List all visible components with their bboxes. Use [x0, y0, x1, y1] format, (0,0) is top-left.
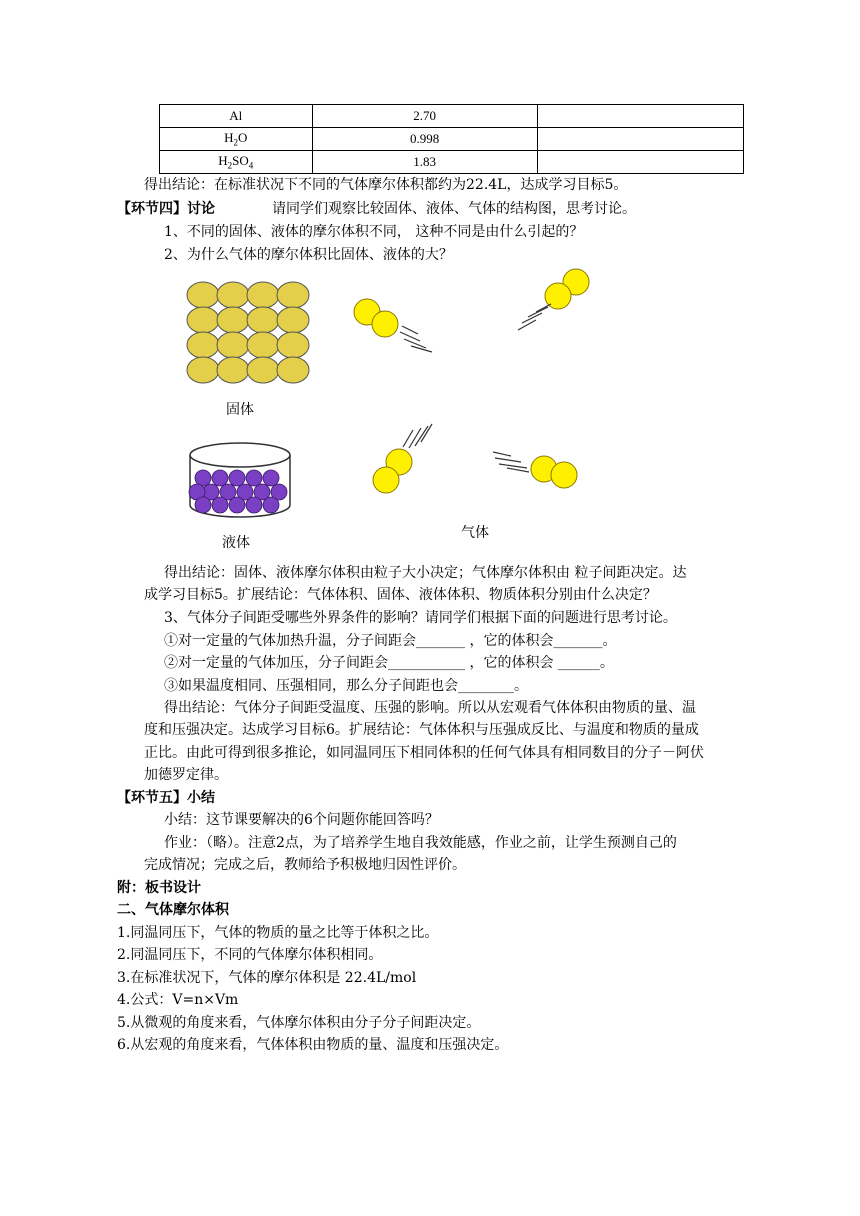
- liquid-particle: [229, 497, 245, 513]
- solid-particle: [187, 307, 219, 333]
- gas-molecule-1: [354, 299, 432, 352]
- solid-particle: [217, 332, 249, 358]
- gas-molecule-4: [493, 452, 577, 488]
- solid-particle: [247, 282, 279, 308]
- liquid-particle: [195, 470, 211, 486]
- solid-particle: [187, 332, 219, 358]
- liquid-particle: [195, 497, 211, 513]
- solid-particle: [187, 282, 219, 308]
- structure-figure: [0, 0, 860, 560]
- table-cell-density: 1.83: [312, 151, 537, 174]
- solid-particle: [277, 307, 309, 333]
- liquid-particle: [212, 497, 228, 513]
- gas-molecule-2: [518, 269, 589, 330]
- gas-molecule-3: [373, 424, 432, 493]
- gas-particle: [373, 467, 399, 493]
- solid-particle: [247, 357, 279, 383]
- liquid-particles: [189, 470, 287, 513]
- solid-particle: [187, 357, 219, 383]
- conclusion-text: 正比。由此可得到很多推论，如同温同压下相同体积的任何气体具有相同数目的分子－阿伏: [144, 745, 704, 761]
- gas-particle: [551, 462, 577, 488]
- liquid-particle: [263, 497, 279, 513]
- homework-text: 完成情况；完成之后，教师给予积极地归因性评价。: [144, 857, 466, 873]
- section4-intro: 请同学们观察比较固体、液体、气体的结构图，思考讨论。: [272, 201, 636, 217]
- question-3-3: ③如果温度相同、压强相同，那么分子间距也会________。: [164, 678, 528, 694]
- question-3-1: ①对一定量的气体加热升温，分子间距会_______ ，它的体积会_______。: [164, 633, 617, 649]
- board-item: 2.同温同压下，不同的气体摩尔体积相同。: [117, 947, 383, 963]
- liquid-particle: [246, 470, 262, 486]
- liquid-particle: [263, 470, 279, 486]
- solid-label: 固体: [226, 402, 254, 418]
- gas-label: 气体: [461, 525, 489, 541]
- motion-lines: [518, 304, 551, 330]
- section4-heading: 【环节四】讨论: [117, 201, 215, 217]
- section5-heading: 【环节五】小结: [117, 790, 215, 806]
- appendix-heading: 附：板书设计: [117, 880, 201, 896]
- liquid-particle: [246, 497, 262, 513]
- board-item: 3.在标准状况下，气体的摩尔体积是 22.4L/mol: [117, 970, 417, 986]
- conclusion-text: 成学习目标5。扩展结论：气体体积、固体、液体体积、物质体积分别由什么决定？: [144, 587, 657, 603]
- conclusion-text: 得出结论：在标准状况下不同的气体摩尔体积都约为22.4L，达成学习目标5。: [144, 177, 628, 193]
- table-cell-density: 2.70: [312, 105, 537, 128]
- question-3: 3、气体分子间距受哪些外界条件的影响？请同学们根据下面的问题进行思考讨论。: [164, 610, 677, 626]
- conclusion-text: 加德罗定律。: [144, 767, 228, 783]
- solid-particle: [217, 307, 249, 333]
- solid-particle: [217, 282, 249, 308]
- solid-particle: [247, 307, 279, 333]
- solid-particle: [277, 332, 309, 358]
- table-cell-substance: Al: [160, 105, 313, 128]
- question-2: 2、为什么气体的摩尔体积比固体、液体的大？: [164, 247, 453, 263]
- question-3-2: ②对一定量的气体加压，分子间距会___________ ，它的体积会 ______。: [164, 655, 614, 671]
- table-cell-substance: $H_2SO_4$: [160, 151, 313, 174]
- board-title: 二、气体摩尔体积: [117, 902, 229, 918]
- conclusion-text: 得出结论：气体分子间距受温度、压强的影响。所以从宏观看气体体积由物质的量、温: [164, 700, 696, 716]
- conclusion-text: 度和压强决定。达成学习目标6。扩展结论：气体体积与压强成反比、与温度和物质的量成: [144, 722, 699, 738]
- board-item: 1.同温同压下，气体的物质的量之比等于体积之比。: [117, 925, 439, 941]
- motion-lines: [400, 326, 432, 352]
- board-item: 5.从微观的角度来看，气体摩尔体积由分子分子间距决定。: [117, 1015, 481, 1031]
- motion-lines: [493, 452, 529, 472]
- solid-particle: [217, 357, 249, 383]
- conclusion-text: 得出结论：固体、液体摩尔体积由粒子大小决定；气体摩尔体积由 粒子间距决定。达: [164, 565, 687, 581]
- gas-particle: [372, 311, 398, 337]
- board-item: 6.从宏观的角度来看，气体体积由物质的量、温度和压强决定。: [117, 1037, 509, 1053]
- table-cell-substance: $H_2O$: [160, 128, 313, 151]
- summary-text: 小结：这节课要解决的6个问题你能回答吗？: [164, 812, 439, 828]
- homework-text: 作业：（略）。注意2点，为了培养学生地自我效能感，作业之前，让学生预测自己的: [164, 835, 677, 851]
- motion-lines: [403, 424, 432, 448]
- solid-particle: [247, 332, 279, 358]
- liquid-particle: [229, 470, 245, 486]
- liquid-label: 液体: [222, 535, 250, 551]
- liquid-particle: [212, 470, 228, 486]
- solid-particle: [277, 357, 309, 383]
- solid-structure: [187, 282, 309, 383]
- question-1: 1、不同的固体、液体的摩尔体积不同， 这种不同是由什么引起的？: [164, 224, 584, 240]
- board-item: 4.公式：V=n×Vm: [117, 992, 239, 1008]
- table-cell-density: 0.998: [312, 128, 537, 151]
- solid-particle: [277, 282, 309, 308]
